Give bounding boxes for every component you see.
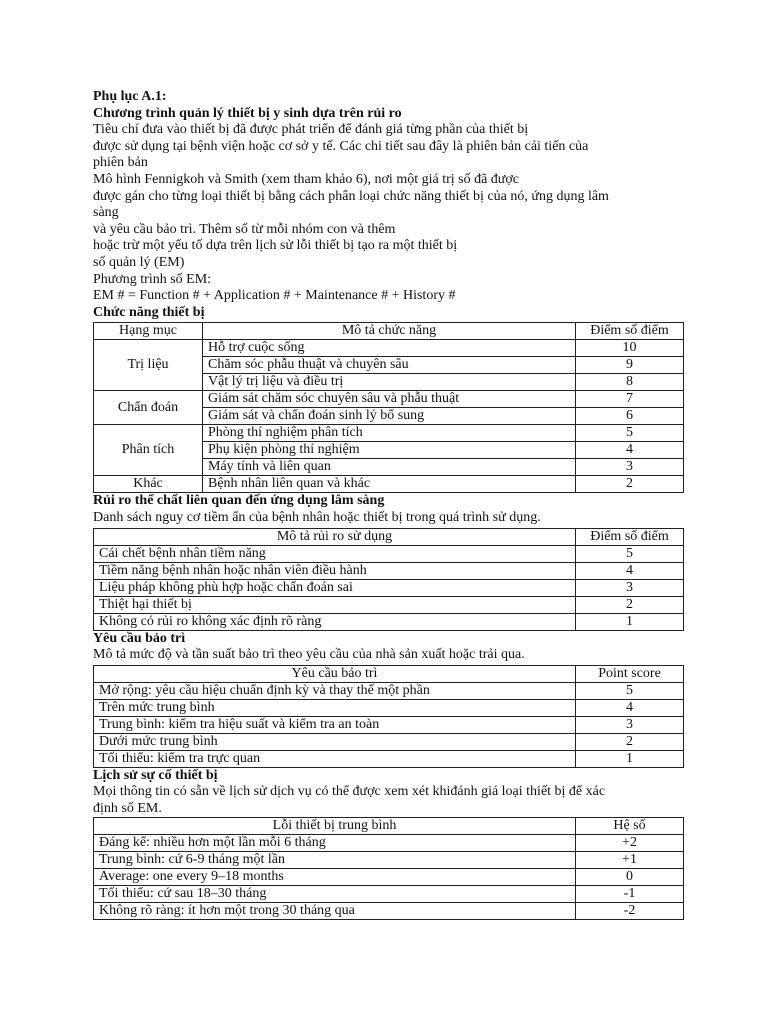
description-cell: Trung bình: kiểm tra hiệu suất và kiểm tra an toàn bbox=[94, 716, 576, 733]
function-table bbox=[93, 322, 684, 493]
category-cell: Trị liệu bbox=[94, 340, 203, 391]
risk-table bbox=[93, 528, 684, 631]
category-cell: Chẩn đoán bbox=[94, 391, 203, 425]
column-header: Điểm số điểm bbox=[576, 323, 684, 340]
table-row bbox=[94, 733, 684, 750]
description-cell: Không có rủi ro không xác định rõ ràng bbox=[94, 613, 576, 630]
maintenance-table bbox=[93, 665, 684, 768]
intro-paragraph bbox=[93, 122, 683, 305]
description-cell: Phòng thí nghiệm phân tích bbox=[203, 425, 576, 442]
score-cell: 2 bbox=[576, 733, 684, 750]
table-header-row bbox=[94, 665, 684, 682]
table-row bbox=[94, 682, 684, 699]
risk-section-description: Danh sách nguy cơ tiềm ẩn của bệnh nhân hoặc thiết bị trong quá trình sử dụng. bbox=[93, 509, 541, 525]
description-cell: Bệnh nhân liên quan và khác bbox=[203, 476, 576, 493]
intro-line: Mô hình Fennigkoh và Smith (xem tham khảo 6), nơi một giá trị số đã được bbox=[93, 171, 520, 187]
intro-line: Tiêu chí đưa vào thiết bị đã được phát triển để đánh giá từng phần của thiết bị bbox=[93, 122, 529, 138]
table-row bbox=[94, 476, 684, 493]
history-section-description: Mọi thông tin có sẵn về lịch sử dịch vụ có thể được xem xét khiđánh giá loại thiết bị để xác bbox=[93, 784, 606, 800]
score-cell: 3 bbox=[576, 579, 684, 596]
intro-line: được gán cho từng loại thiết bị bằng cách phân loại chức năng thiết bị của nó, ứng dụng lâm bbox=[93, 188, 609, 204]
intro-line: và yêu cầu bảo trì. Thêm số từ mỗi nhóm con và thêm bbox=[93, 221, 396, 237]
column-header: Point score bbox=[576, 665, 684, 682]
column-header: Điểm số điểm bbox=[576, 528, 684, 545]
score-cell: 10 bbox=[576, 340, 684, 357]
description-cell: Chăm sóc phẫu thuật và chuyên sâu bbox=[203, 357, 576, 374]
intro-line: được sử dụng tại bệnh viện hoặc cơ sở y tế. Các chi tiết sau đây là phiên bản cải tiến của bbox=[93, 138, 589, 154]
intro-line: phiên bản bbox=[93, 155, 148, 171]
history-section-title: Lịch sử sự cố thiết bị bbox=[93, 767, 218, 783]
intro-line: hoặc trừ một yếu tố dựa trên lịch sử lỗi thiết bị tạo ra một thiết bị bbox=[93, 238, 458, 254]
category-cell: Phân tích bbox=[94, 425, 203, 476]
score-cell: 2 bbox=[576, 476, 684, 493]
em-equation: EM # = Function # + Application # + Maintenance # + History # bbox=[93, 288, 456, 304]
document-content bbox=[93, 89, 683, 920]
score-cell: 8 bbox=[576, 374, 684, 391]
table-header-row bbox=[94, 528, 684, 545]
description-cell: Trên mức trung bình bbox=[94, 699, 576, 716]
table-row bbox=[94, 716, 684, 733]
score-cell: -1 bbox=[576, 886, 684, 903]
table-row bbox=[94, 596, 684, 613]
score-cell: 1 bbox=[576, 613, 684, 630]
description-cell: Tiềm năng bệnh nhân hoặc nhân viên điều hành bbox=[94, 562, 576, 579]
description-cell: Không rõ ràng: ít hơn một trong 30 tháng qua bbox=[94, 903, 576, 920]
table-row bbox=[94, 886, 684, 903]
column-header: Hạng mục bbox=[94, 323, 203, 340]
description-cell: Average: one every 9–18 months bbox=[94, 869, 576, 886]
table-row bbox=[94, 852, 684, 869]
maintenance-section-description: Mô tả mức độ và tần suất bảo trì theo yêu cầu của nhà sản xuất hoặc trải qua. bbox=[93, 647, 525, 663]
column-header: Hệ số bbox=[576, 818, 684, 835]
score-cell: 4 bbox=[576, 699, 684, 716]
column-header: Mô tả chức năng bbox=[203, 323, 576, 340]
score-cell: 7 bbox=[576, 391, 684, 408]
score-cell: -2 bbox=[576, 903, 684, 920]
table-row bbox=[94, 562, 684, 579]
description-cell: Hỗ trợ cuộc sống bbox=[203, 340, 576, 357]
table-row bbox=[94, 340, 684, 357]
table-row bbox=[94, 579, 684, 596]
table-row bbox=[94, 545, 684, 562]
table-row bbox=[94, 613, 684, 630]
table-row bbox=[94, 425, 684, 442]
description-cell: Máy tính và liên quan bbox=[203, 459, 576, 476]
function-section-title: Chức năng thiết bị bbox=[93, 304, 205, 320]
table-row bbox=[94, 699, 684, 716]
table-row bbox=[94, 835, 684, 852]
column-header: Yêu cầu bảo trì bbox=[94, 665, 576, 682]
document-title: Chương trình quản lý thiết bị y sinh dựa trên rủi ro bbox=[93, 105, 402, 121]
score-cell: 4 bbox=[576, 562, 684, 579]
score-cell: 5 bbox=[576, 425, 684, 442]
description-cell: Liệu pháp không phù hợp hoặc chẩn đoán sai bbox=[94, 579, 576, 596]
score-cell: +1 bbox=[576, 852, 684, 869]
score-cell: 9 bbox=[576, 357, 684, 374]
maintenance-section-title: Yêu cầu bảo trì bbox=[93, 630, 186, 646]
score-cell: 1 bbox=[576, 750, 684, 767]
description-cell: Trung bình: cứ 6-9 tháng một lần bbox=[94, 852, 576, 869]
intro-line: Phương trình số EM: bbox=[93, 271, 212, 287]
category-cell: Khác bbox=[94, 476, 203, 493]
history-section-description: định số EM. bbox=[93, 800, 162, 816]
score-cell: 6 bbox=[576, 408, 684, 425]
description-cell: Đáng kể: nhiều hơn một lần mỗi 6 tháng bbox=[94, 835, 576, 852]
description-cell: Dưới mức trung bình bbox=[94, 733, 576, 750]
score-cell: +2 bbox=[576, 835, 684, 852]
score-cell: 4 bbox=[576, 442, 684, 459]
history-table bbox=[93, 817, 684, 920]
score-cell: 0 bbox=[576, 869, 684, 886]
score-cell: 2 bbox=[576, 596, 684, 613]
score-cell: 5 bbox=[576, 682, 684, 699]
description-cell: Phụ kiện phòng thí nghiệm bbox=[203, 442, 576, 459]
description-cell: Vật lý trị liệu và điều trị bbox=[203, 374, 576, 391]
column-header: Mô tả rủi ro sử dụng bbox=[94, 528, 576, 545]
description-cell: Giám sát chăm sóc chuyên sâu và phẫu thuật bbox=[203, 391, 576, 408]
table-row bbox=[94, 869, 684, 886]
table-row bbox=[94, 903, 684, 920]
intro-line: số quản lý (EM) bbox=[93, 254, 185, 270]
column-header: Lỗi thiết bị trung bình bbox=[94, 818, 576, 835]
score-cell: 5 bbox=[576, 545, 684, 562]
table-row bbox=[94, 391, 684, 408]
intro-line: sàng bbox=[93, 205, 119, 221]
description-cell: Cái chết bệnh nhân tiềm năng bbox=[94, 545, 576, 562]
risk-section-title: Rủi ro thể chất liên quan đến ứng dụng lâm sàng bbox=[93, 493, 385, 509]
score-cell: 3 bbox=[576, 459, 684, 476]
description-cell: Thiệt hại thiết bị bbox=[94, 596, 576, 613]
table-row bbox=[94, 750, 684, 767]
description-cell: Tối thiểu: cứ sau 18–30 tháng bbox=[94, 886, 576, 903]
table-header-row bbox=[94, 818, 684, 835]
description-cell: Tối thiểu: kiểm tra trực quan bbox=[94, 750, 576, 767]
appendix-label: Phụ lục A.1: bbox=[93, 89, 167, 104]
score-cell: 3 bbox=[576, 716, 684, 733]
description-cell: Mở rộng: yêu cầu hiệu chuẩn định kỳ và thay thế một phần bbox=[94, 682, 576, 699]
table-header-row bbox=[94, 323, 684, 340]
description-cell: Giám sát và chẩn đoán sinh lý bổ sung bbox=[203, 408, 576, 425]
